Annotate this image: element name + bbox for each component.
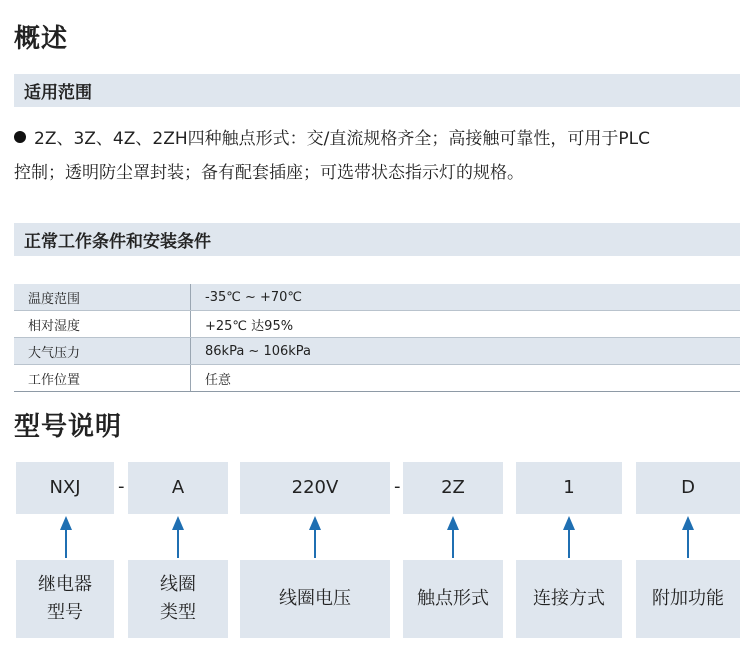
code-box-contact-form: 2Z xyxy=(403,462,503,514)
arrow-up-icon xyxy=(305,516,325,560)
arrow-up-icon xyxy=(559,516,579,560)
condition-value: -35℃ ~ +70℃ xyxy=(191,284,741,311)
scope-line-2: 控制；透明防尘罩封装；备有配套插座；可选带状态指示灯的规格。 xyxy=(14,163,524,183)
desc-box-connection: 连接方式 xyxy=(516,560,622,638)
arrow-up-icon xyxy=(168,516,188,560)
condition-label: 工作位置 xyxy=(14,365,191,392)
code-box-coil-type: A xyxy=(128,462,228,514)
separator-dash: - xyxy=(394,476,401,497)
condition-label: 大气压力 xyxy=(14,338,191,365)
condition-label: 相对湿度 xyxy=(14,311,191,338)
code-box-coil-voltage: 220V xyxy=(240,462,390,514)
condition-value: 86kPa ~ 106kPa xyxy=(191,338,741,365)
arrow-up-icon xyxy=(678,516,698,560)
model-title: 型号说明 xyxy=(14,412,123,442)
code-box-series: NXJ xyxy=(16,462,114,514)
table-row xyxy=(14,311,740,338)
condition-label: 温度范围 xyxy=(14,284,191,311)
arrow-up-icon xyxy=(443,516,463,560)
conditions-table xyxy=(14,284,740,392)
scope-heading: 适用范围 xyxy=(14,74,740,107)
desc-box-contact-form: 触点形式 xyxy=(403,560,503,638)
condition-value: +25℃ 达95% xyxy=(191,311,741,338)
condition-value: 任意 xyxy=(191,365,741,392)
code-box-connection: 1 xyxy=(516,462,622,514)
conditions-heading: 正常工作条件和安装条件 xyxy=(14,223,740,256)
table-row xyxy=(14,284,740,311)
separator-dash: - xyxy=(118,476,125,497)
code-box-extra: D xyxy=(636,462,740,514)
scope-line-1: 2Z、3Z、4Z、2ZH四种触点形式：交/直流规格齐全；高接触可靠性，可用于PLC xyxy=(14,122,744,156)
desc-box-series: 继电器 型号 xyxy=(16,560,114,638)
desc-box-extra: 附加功能 xyxy=(636,560,740,638)
table-row xyxy=(14,338,740,365)
bullet-icon xyxy=(14,131,26,143)
page-title: 概述 xyxy=(14,24,69,54)
desc-box-coil-type: 线圈 类型 xyxy=(128,560,228,638)
table-row xyxy=(14,365,740,392)
arrow-up-icon xyxy=(56,516,76,560)
desc-box-coil-voltage: 线圈电压 xyxy=(240,560,390,638)
scope-paragraph xyxy=(14,122,744,190)
